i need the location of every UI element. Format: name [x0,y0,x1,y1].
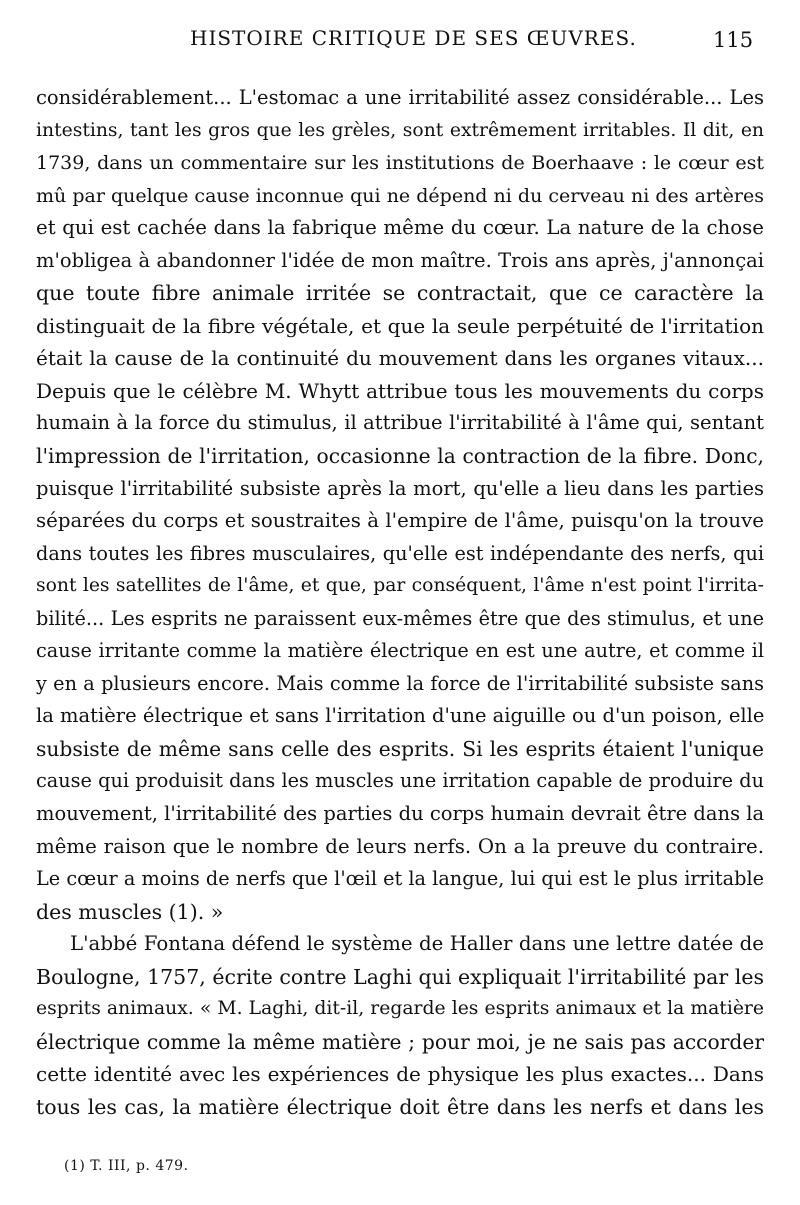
text-line: sont les satellites de l'âme, et que, par conséquent, l'âme n'est point l'irrita- [36,575,764,597]
text-line: que toute fibre animale irritée se contractait, que ce caractère la [36,281,764,306]
text-line: humain à la force du stimulus, il attribue l'irritabilité à l'âme qui, sentant [36,411,764,435]
text-line: la matière électrique et sans l'irritation d'une aiguille ou d'un poison, elle [36,704,765,728]
text-line: distinguait de la fibre végétale, et que la seule perpétuité de l'irritation [36,313,764,338]
text-line: des muscles (1). » [36,899,224,924]
text-line: même raison que le nombre de leurs nerfs. On a la preuve du contraire. [36,834,764,858]
text-line: 1739, dans un commentaire sur les institutions de Boerhaave : le cœur est [36,152,764,175]
text-line: intestins, tant les gros que les grèles, sont extrêmement irritables. Il dit, en [36,119,764,141]
text-line: l'impression de l'irritation, occasionne la contraction de la fibre. Donc, [36,444,764,469]
text-line: et qui est cachée dans la fabrique même du cœur. La nature de la chose [36,216,764,240]
text-line: Boulogne, 1757, écrite contre Laghi qui expliquait l'irritabilité par les [36,964,764,989]
footnote: (1) T. III, p. 479. [64,1158,189,1174]
text-line: bilité... Les esprits ne paraissent eux-mêmes être que des stimulus, et une [36,606,764,630]
page-number: 115 [713,28,754,52]
text-line: y en a plusieurs encore. Mais comme la force de l'irritabilité subsiste sans [36,671,764,695]
text-line: Le cœur a moins de nerfs que l'œil et la langue, lui qui est le plus irritable [36,867,764,891]
running-title: HISTOIRE CRITIQUE DE SES ŒUVRES. [190,26,637,50]
text-line: cause qui produisit dans les muscles une irritation capable de produire du [36,769,764,793]
running-head [0,26,800,60]
text-line: esprits animaux. « M. Laghi, dit-il, regarde les esprits animaux et la matière [36,998,764,1020]
text-line: m'obligea à abandonner l'idée de mon maître. Trois ans après, j'annonçai [36,248,764,272]
text-line: subsiste de même sans celle des esprits. Si les esprits étaient l'unique [36,736,764,761]
body-text [36,82,764,1124]
text-line: Depuis que le célèbre M. Whytt attribue tous les mouvements du corps [36,378,764,403]
text-line: L'abbé Fontana défend le système de Haller dans une lettre datée de [70,932,764,956]
text-line: tous les cas, la matière électrique doit être dans les nerfs et dans les [36,1094,764,1119]
text-line: électrique comme la même matière ; pour moi, je ne sais pas accorder [36,1029,764,1054]
text-line: mouvement, l'irritabilité des parties du corps humain devrait être dans la [36,802,765,826]
text-line: considérablement... L'estomac a une irritabilité assez considérable... Les [36,86,764,109]
text-line: était la cause de la continuité du mouvement dans les organes vitaux... [36,346,764,371]
text-line: mû par quelque cause inconnue qui ne dépend ni du cerveau ni des artères [36,184,764,207]
text-line: puisque l'irritabilité subsiste après la mort, qu'elle a lieu dans les parties [36,476,764,500]
text-line: séparées du corps et soustraites à l'empire de l'âme, puisqu'on la trouve [36,509,764,533]
text-line: cause irritante comme la matière électrique en est une autre, et comme il [36,639,764,663]
text-line: cette identité avec les expériences de physique les plus exactes... Dans [36,1062,764,1087]
text-line: dans toutes les fibres musculaires, qu'elle est indépendante des nerfs, qui [36,541,764,565]
